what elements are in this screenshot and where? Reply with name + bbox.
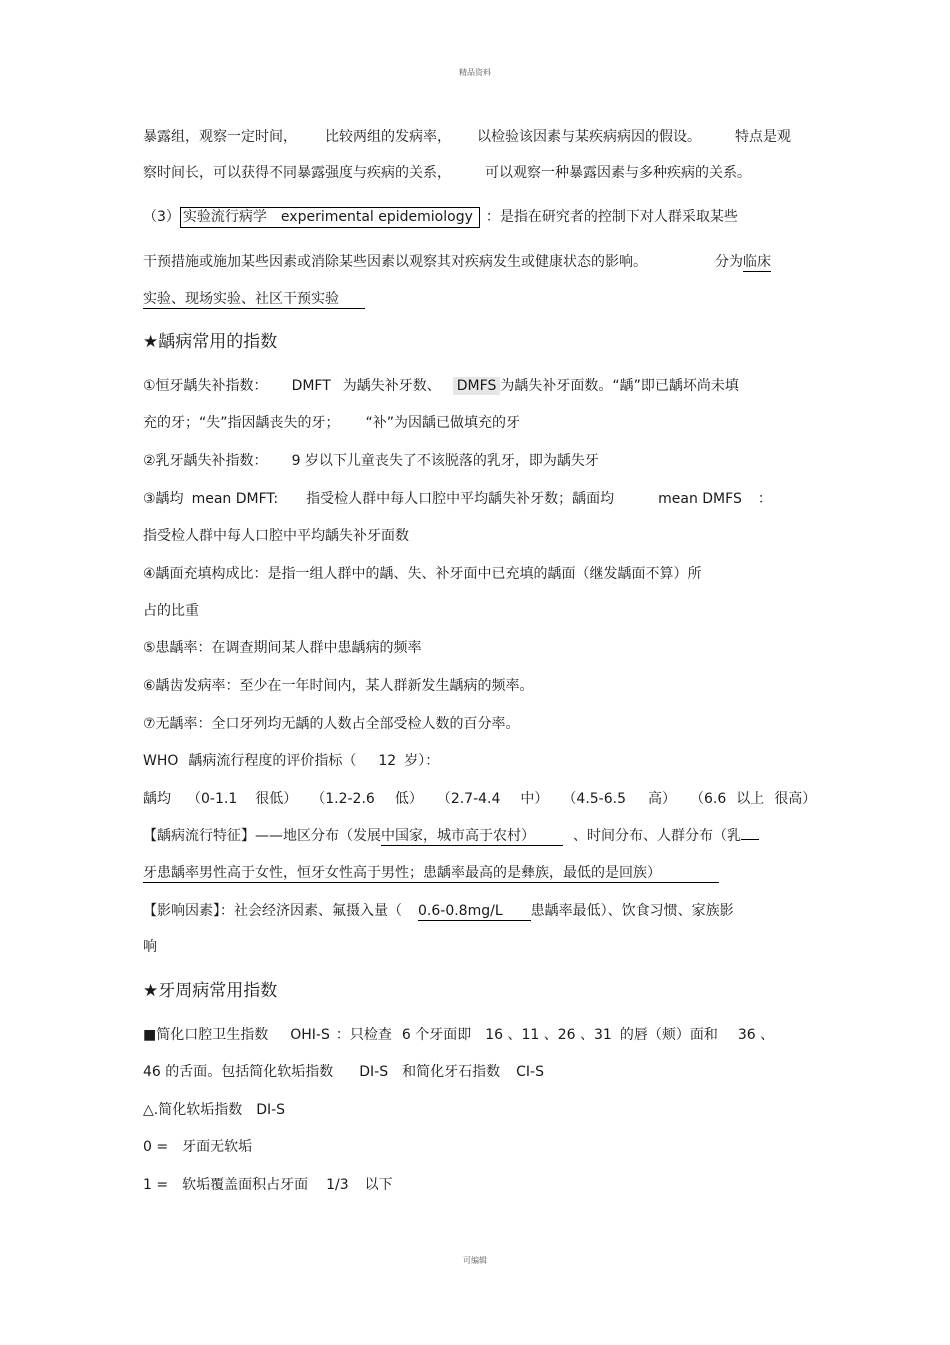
paragraph-line: [143, 1025, 774, 1045]
text-run: 的唇（颊）面和: [619, 1027, 718, 1043]
text-run: DI-S: [359, 1064, 389, 1080]
text-run: 和简化牙石指数: [402, 1064, 501, 1080]
text-run: 、时间分布、人群分布（乳: [573, 828, 741, 844]
text-run: OHI-S: [290, 1027, 330, 1043]
text-run: 46 的舌面。包括简化软垢指数: [143, 1064, 334, 1080]
text-run: 患龋率最低）、饮食习惯、家族影: [530, 903, 734, 919]
paragraph-line: [143, 863, 719, 883]
list-number: （3）: [143, 209, 180, 225]
text-run: ②乳牙龋失补指数：: [143, 453, 268, 469]
page-header: 精品资料: [459, 68, 491, 77]
paragraph-line: [143, 207, 738, 227]
paragraph-line: [143, 451, 599, 471]
paragraph-line: [143, 413, 520, 433]
text-run: 以上: [736, 791, 765, 807]
paragraph-line: 响: [143, 939, 157, 955]
text-run: 低）: [394, 791, 423, 807]
text-run: 软垢覆盖面积占牙面: [182, 1177, 309, 1193]
text-run: 1 =: [143, 1177, 169, 1193]
underlined-text: 中国家，城市高于农村）: [381, 828, 563, 846]
paragraph-line: [143, 751, 439, 771]
section-heading: ★龋病常用的指数: [143, 332, 278, 352]
paragraph-line: [143, 376, 739, 396]
text-run: 16 、11 、26 、31: [485, 1027, 612, 1043]
text-run: 为龋失补牙面数。“龋”即已龋坏尚未填: [500, 378, 739, 394]
text-run: 6 个牙面即: [401, 1027, 472, 1043]
underlined-text: 临床: [743, 254, 771, 270]
text-run: 【影响因素】：社会经济因素、氟摄入量（: [143, 903, 402, 919]
text-run: ：只检查: [335, 1027, 392, 1043]
paragraph-line: [143, 289, 365, 309]
paragraph-line: △.简化软垢指数 DI-S: [143, 1102, 286, 1118]
paragraph-line: 占的比重: [143, 603, 199, 619]
paragraph-line: [143, 127, 791, 147]
text-run: 牙面无软垢: [182, 1139, 253, 1155]
text-run: 很低）: [255, 791, 298, 807]
text-run: ：是指在研究者的控制下对人群采取某些: [485, 209, 738, 225]
text-run: “补”为因龋已做填充的牙: [365, 415, 521, 431]
text-run: （1.2-2.6: [311, 791, 375, 807]
text-run: DMFT: [291, 378, 331, 394]
paragraph-line: ⑥龋齿发病率：至少在一年时间内，某人群新发生龋病的频率。: [143, 678, 534, 694]
text-run: （0-1.1: [187, 791, 238, 807]
paragraph-line: [143, 489, 772, 509]
underlined-text: 0.6-0.8mg/L: [418, 903, 531, 921]
text-run: 36 、: [737, 1027, 775, 1043]
page-footer: 可编辑: [463, 1256, 487, 1265]
text-run: 0 =: [143, 1139, 169, 1155]
paragraph-line: [143, 252, 771, 272]
underlined-text: 最高的是彝族，最低的是回族）: [465, 865, 719, 883]
paragraph-line: [143, 1175, 393, 1195]
text-run: 龋均: [143, 791, 171, 807]
text-run: CI-S: [516, 1064, 544, 1080]
text-run: 为龋失补牙数、: [342, 378, 441, 394]
text-run: 高）: [648, 791, 677, 807]
paragraph-line: 指受检人群中每人口腔中平均龋失补牙面数: [143, 528, 409, 544]
text-run: ③龋均: [143, 491, 184, 507]
text-run: 龋病流行程度的评价指标（: [188, 753, 357, 769]
text-run: 以检验该因素与某疾病病因的假设。: [477, 129, 701, 145]
text-run: （6.6: [690, 791, 727, 807]
paragraph-line: ⑤患龋率：在调查期间某人群中患龋病的频率: [143, 640, 422, 656]
text-run: WHO: [143, 753, 179, 769]
text-run: 以下: [364, 1177, 393, 1193]
paragraph-line: ⑦无龋率：全口牙列均无龋的人数占全部受检人数的百分率。: [143, 716, 520, 732]
text-run: mean DMFS: [658, 491, 742, 507]
text-run: 很高）: [774, 791, 817, 807]
text-run: mean DMFT:: [191, 491, 279, 507]
underlined-text: 实验、现场实验、社区干预实验: [143, 291, 365, 309]
text-run: 特点是观: [735, 129, 791, 145]
text-run: 比较两组的发病率，: [325, 129, 451, 145]
paragraph-line: [143, 163, 751, 183]
paragraph-line: [143, 901, 734, 921]
text-run: （4.5-6.5: [562, 791, 627, 807]
text-run: 充的牙；“失”指因龋丧失的牙；: [143, 415, 340, 431]
text-run: 岁）：: [404, 753, 440, 769]
text-run: 【龋病流行特征】——地区分布（发展: [143, 828, 381, 844]
text-run: 12: [378, 753, 397, 769]
paragraph-line: ④龋面充填构成比：是指一组人群中的龋、失、补牙面中已充填的龋面（继发龋面不算）所: [143, 566, 702, 582]
text-run: 1/3: [326, 1177, 349, 1193]
underlined-text: 牙患龋率男性高于女性，恒牙女性高于男性；患龋率: [143, 865, 465, 881]
text-run: 中）: [520, 791, 549, 807]
text-run: 察时间长，可以获得不同暴露强度与疾病的关系，: [143, 165, 451, 181]
text-run: 干预措施或施加某些因素或消除某些因素以观察其对疾病发生或健康状态的影响。: [143, 254, 647, 270]
text-run: ：: [757, 491, 772, 507]
paragraph-line: [143, 826, 759, 846]
paragraph-line: [143, 1137, 252, 1157]
text-run: ■简化口腔卫生指数: [143, 1027, 269, 1043]
highlighted-term: DMFS: [453, 377, 501, 395]
text-run: 暴露组，观察一定时间，: [143, 129, 297, 145]
section-heading: ★牙周病常用指数: [143, 981, 278, 1001]
text-run: 指受检人群中每人口腔中平均龋失补牙数；龋面均: [306, 491, 615, 507]
text-run: 分为: [715, 254, 743, 270]
text-run: 可以观察一种暴露因素与多种疾病的关系。: [485, 165, 751, 181]
text-run: ①恒牙龋失补指数：: [143, 378, 268, 394]
term-box: 实验流行病学 experimental epidemiology: [180, 207, 480, 228]
paragraph-line: [143, 789, 816, 809]
paragraph-line: [143, 1062, 544, 1082]
text-run: （2.7-4.4: [436, 791, 501, 807]
text-run: 9 岁以下儿童丧失了不该脱落的乳牙，即为龋失牙: [291, 453, 599, 469]
